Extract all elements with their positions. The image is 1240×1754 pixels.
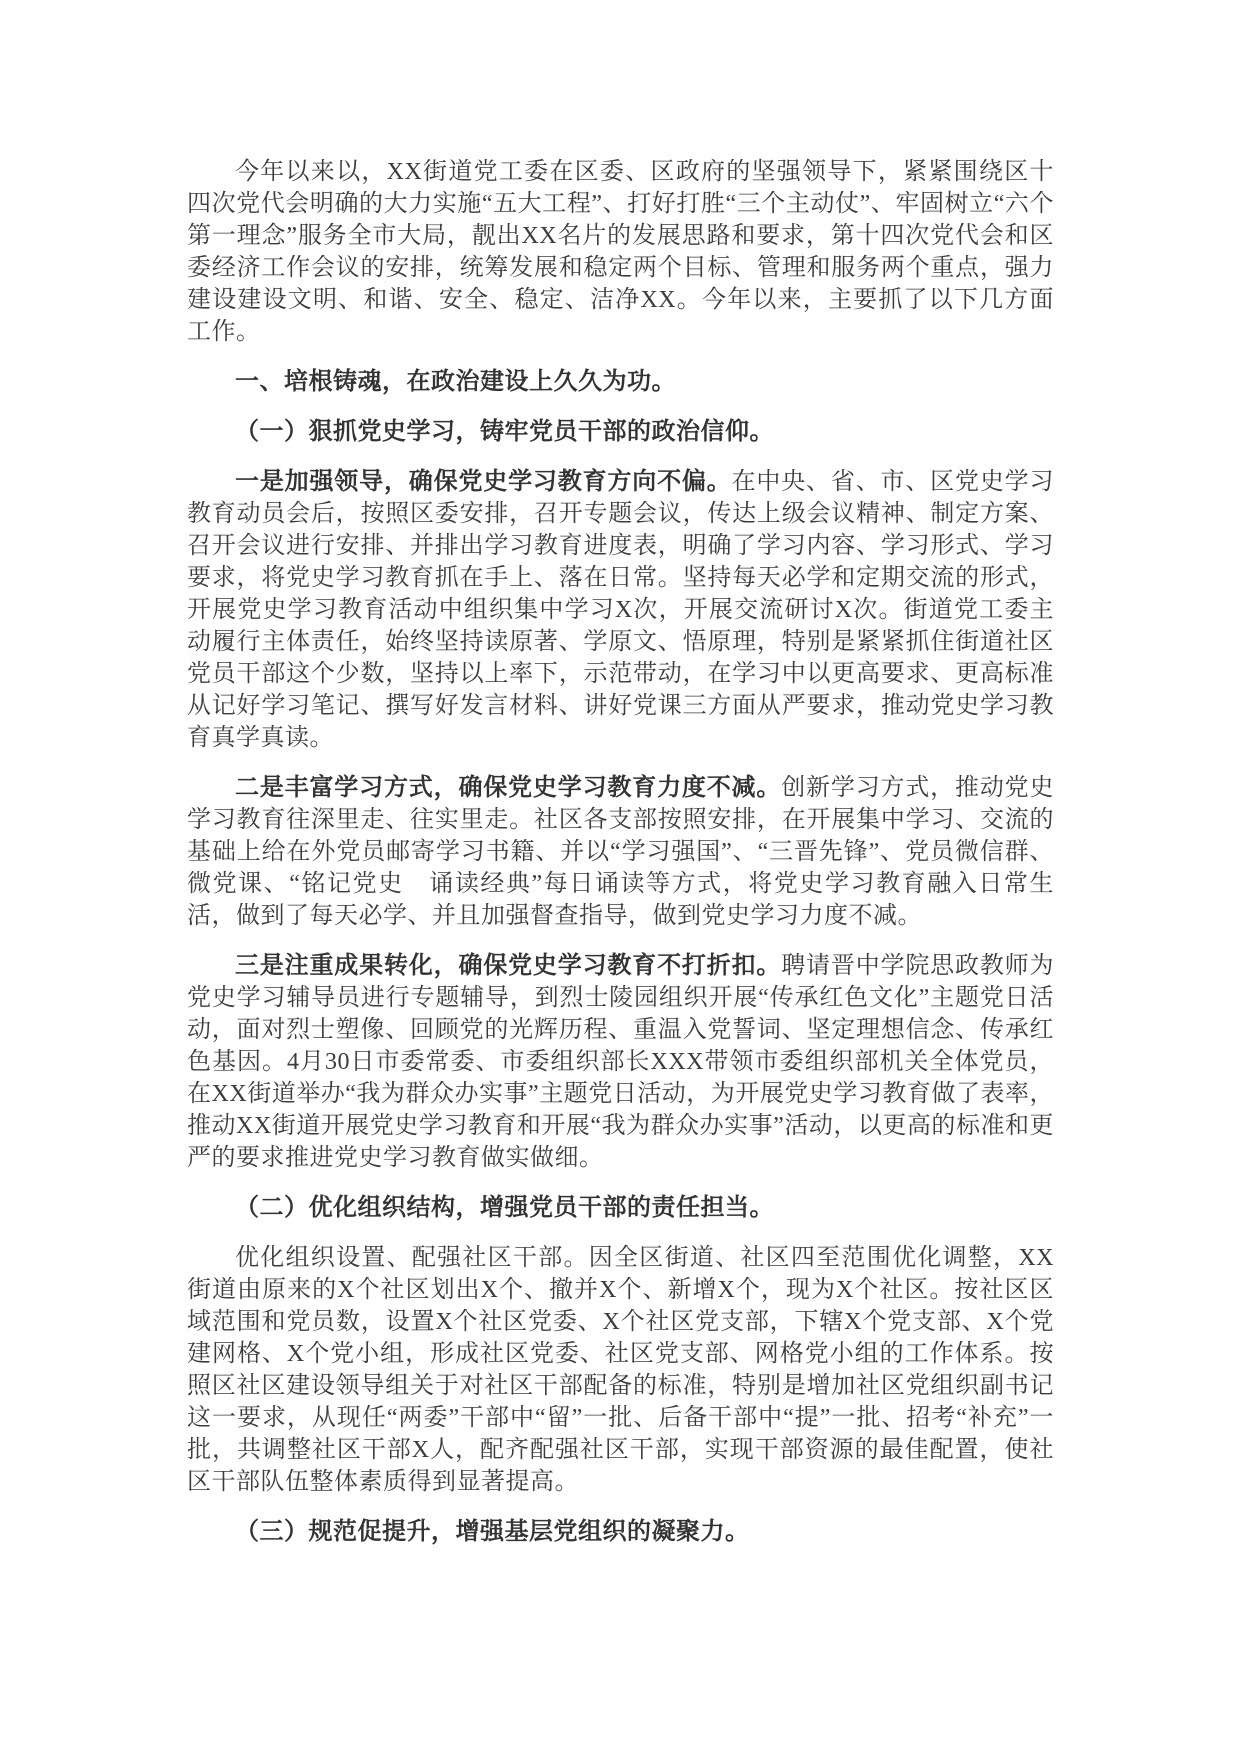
paragraph: 三是注重成果转化，确保党史学习教育不打折扣。聘请晋中学院思政教师为党史学习辅导员进行专题辅导，到烈士陵园组织开展“传承红色文化”主题党日活动，面对烈士塑像、回顾党的光辉历程、重温入党誓词、坚定理想信念、传承红色基因。4月30日市委常委、市委组织部长XXX带领市委组织部机关全体党员，在XX街道举办“我为群众办实事”主题党日活动，为开展党史学习教育做了表率，推动XX街道开展党史学习教育和开展“我为群众办实事”活动，以更高的标准和更严的要求推进党史学习教育做实做细。	[187, 952, 1054, 1171]
paragraph-lead: 三是注重成果转化，确保党史学习教育不打折扣。	[235, 952, 782, 979]
paragraph: 今年以来以，XX街道党工委在区委、区政府的坚强领导下，紧紧围绕区十四次党代会明确的大力实施“五大工程”、打好打胜“三个主动仗”、牢固树立“六个第一理念”服务全市大局，靓出XX名片的发展思路和要求，第十四次党代会和区委经济工作会议的安排，统筹发展和稳定两个目标、管理和服务两个重点，强力建设建设文明、和谐、安全、稳定、洁净XX。今年以来，主要抓了以下几方面工作。	[187, 159, 1054, 345]
paragraph: 优化组织设置、配强社区干部。因全区街道、社区四至范围优化调整，XX街道由原来的X个社区划出X个、撤并X个、新增X个，现为X个社区。按社区区域范围和党员数，设置X个社区党委、X个社区党支部，下辖X个党支部、X个党建网格、X个党小组，形成社区党委、社区党支部、网格党小组的工作体系。按照区社区建设领导组关于对社区干部配备的标准，特别是增加社区党组织副书记这一要求，从现任“两委”干部中“留”一批、后备干部中“提”一批、招考“补充”一批，共调整社区干部X人，配齐配强社区干部，实现干部资源的最佳配置，使社区干部队伍整体素质得到显著提高。	[187, 1245, 1054, 1495]
document-body	[187, 156, 1054, 1566]
paragraph: 二是丰富学习方式，确保党史学习教育力度不减。创新学习方式，推动党史学习教育往深里走、往实里走。社区各支部按照安排，在开展集中学习、交流的基础上给在外党员邮寄学习书籍、并以“学习强国”、“三晋先锋”、党员微信群、微党课、“铭记党史 诵读经典”每日诵读等方式，将党史学习教育融入日常生活，做到了每天必学、并且加强督查指导，做到党史学习力度不减。	[187, 774, 1054, 929]
paragraph: 一是加强领导，确保党史学习教育方向不偏。在中央、省、市、区党史学习教育动员会后，按照区委安排，召开专题会议，传达上级会议精神、制定方案、召开会议进行安排、并排出学习教育进度表，明确了学习内容、学习形式、学习要求，将党史学习教育抓在手上、落在日常。坚持每天必学和定期交流的形式，开展党史学习教育活动中组织集中学习X次，开展交流研讨X次。街道党工委主动履行主体责任，始终坚持读原著、学原文、悟原理，特别是紧紧抓住街道社区党员干部这个少数，坚持以上率下，示范带动，在学习中以更高要求、更高标准从记好学习笔记、撰写好发言材料、讲好党课三方面从严要求，推动党史学习教育真学真读。	[187, 468, 1054, 751]
paragraph-lead: 一是加强领导，确保党史学习教育方向不偏。	[235, 468, 732, 495]
paragraph-lead: 二是丰富学习方式，确保党史学习教育力度不减。	[235, 774, 782, 801]
subsection-heading: （一）狠抓党史学习，铸牢党员干部的政治信仰。	[235, 418, 774, 445]
section-heading: 一、培根铸魂，在政治建设上久久为功。	[235, 368, 676, 395]
subsection-heading: （三）规范促提升，增强基层党组织的凝聚力。	[235, 1518, 750, 1545]
subsection-heading: （二）优化组织结构，增强党员干部的责任担当。	[235, 1194, 774, 1221]
